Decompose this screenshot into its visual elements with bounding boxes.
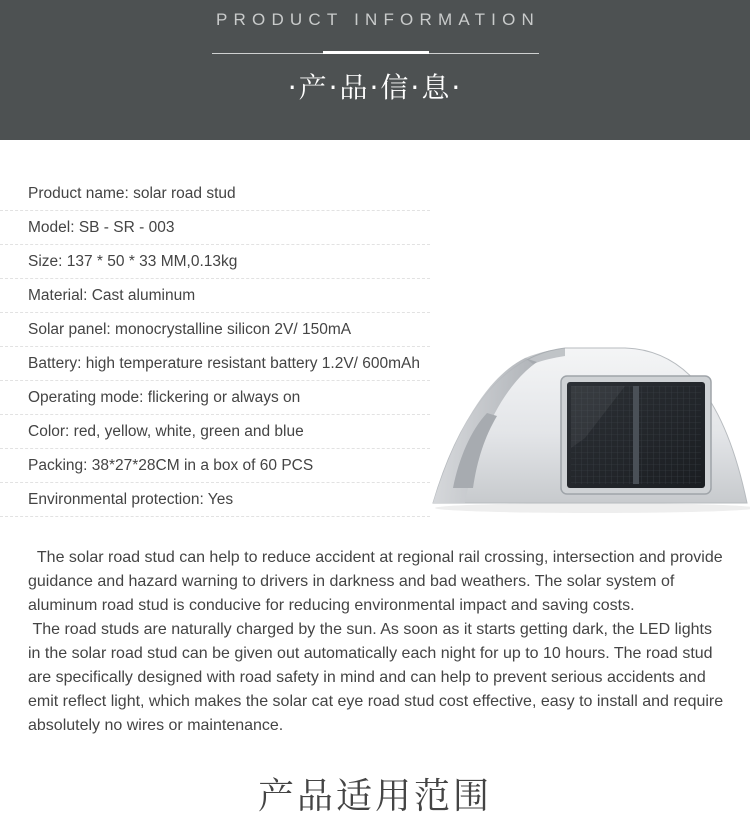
spec-text: Color: red, yellow, white, green and blue — [28, 423, 304, 440]
description-paragraph-1: The solar road stud can help to reduce accident at regional rail crossing, intersection and provide guidance and hazard warning to drivers in darkness and bad weathers. The solar system of aluminum road stud is conducive for reducing environmental impact and saving costs. — [28, 549, 728, 614]
spec-row-material — [0, 280, 430, 313]
spec-row-operating-mode — [0, 382, 430, 415]
header-title-en: PRODUCT INFORMATION — [216, 10, 540, 29]
spec-text: Size: 137 * 50 * 33 MM,0.13kg — [28, 253, 238, 270]
spec-text: Operating mode: flickering or always on — [28, 389, 301, 406]
product-image — [425, 338, 750, 513]
spec-text: Solar panel: monocrystalline silicon 2V/ 150mA — [28, 321, 352, 338]
spec-row-packing — [0, 450, 430, 483]
next-section-title: 产品适用范围 — [257, 776, 492, 817]
spec-row-solar-panel — [0, 314, 430, 347]
header-banner — [0, 0, 750, 140]
product-description — [28, 546, 728, 738]
spec-text: Environmental protection: Yes — [28, 491, 234, 508]
description-paragraph-2: The road studs are naturally charged by the sun. As soon as it starts getting dark, the LED lights in the solar road stud can be given out automatically each night for up to 10 hours. The road stud are specifically designed with road safety in mind and can help to prevent serious accidents and emit reflect light, which makes the solar cat eye road stud cost effective, easy to install and require absolutely no wires or maintenance. — [28, 621, 728, 734]
header-divider-accent — [323, 51, 429, 54]
spec-row-size — [0, 246, 430, 279]
spec-text: Packing: 38*27*28CM in a box of 60 PCS — [28, 457, 314, 474]
spec-row-product-name — [0, 178, 430, 211]
header-title-cn: ·产·品·信·息· — [287, 71, 463, 104]
spec-row-battery — [0, 348, 430, 381]
spec-row-model — [0, 212, 430, 245]
spec-text: Battery: high temperature resistant battery 1.2V/ 600mAh — [28, 355, 421, 372]
spec-row-color — [0, 416, 430, 449]
spec-text: Product name: solar road stud — [28, 185, 236, 202]
spec-row-environmental — [0, 484, 430, 517]
spec-text: Material: Cast aluminum — [28, 287, 196, 304]
spec-text: Model: SB - SR - 003 — [28, 219, 175, 236]
spec-list — [0, 178, 430, 518]
